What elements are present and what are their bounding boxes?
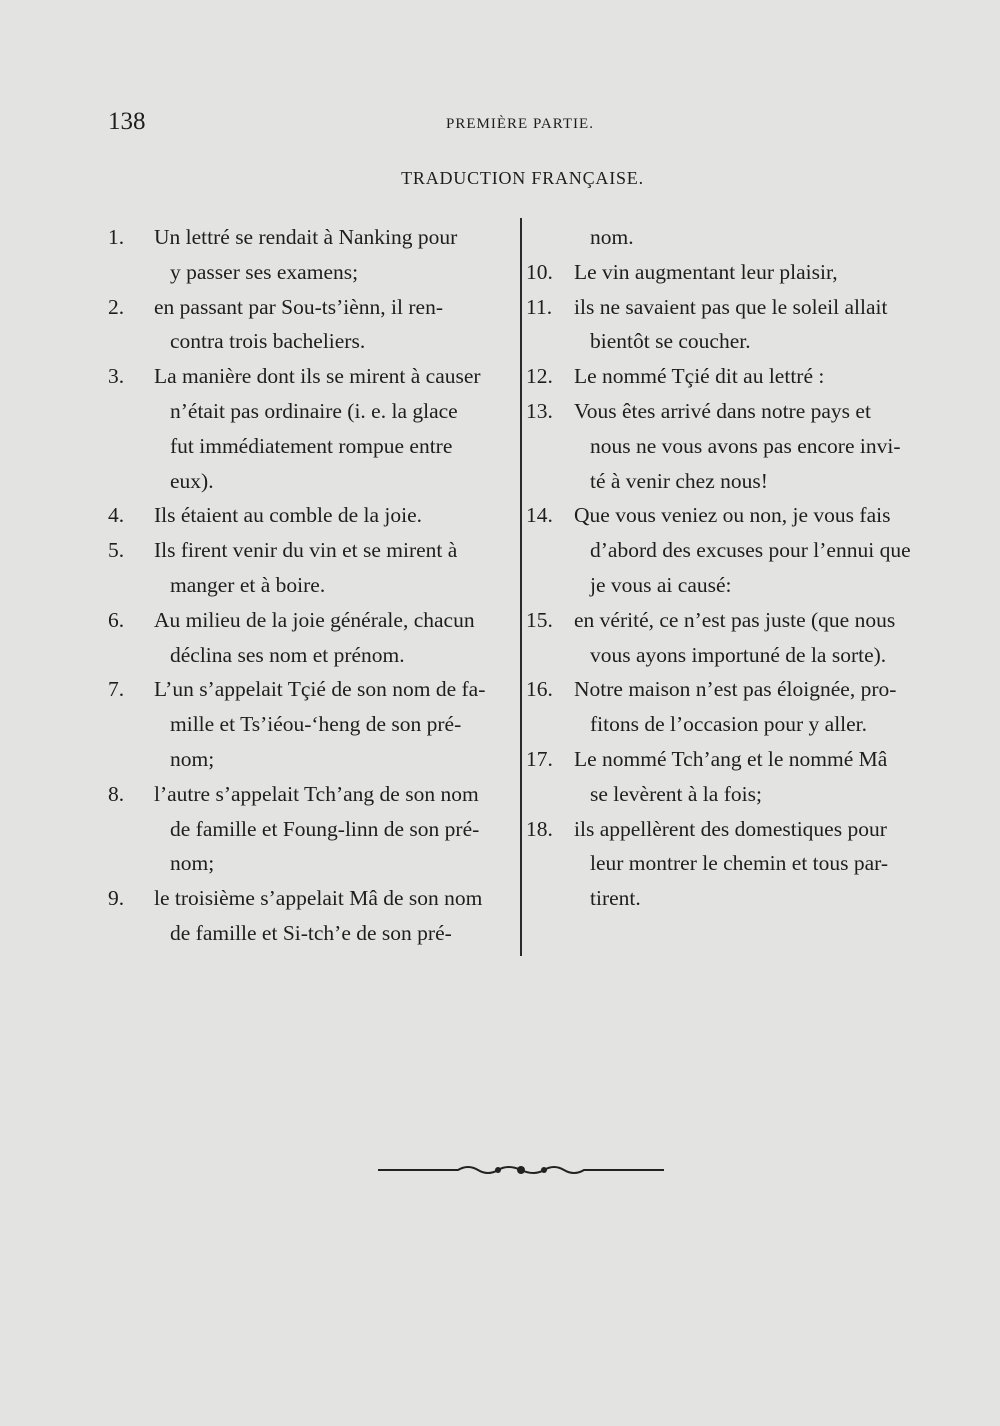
text-line: Le vin augmentant leur plaisir, — [574, 259, 838, 284]
text-line: Au milieu de la joie générale, chacun — [154, 607, 475, 632]
item-number: 2. — [108, 294, 125, 319]
text-line: ils appellèrent des domestiques pour — [574, 816, 887, 841]
text-line: n’était pas ordinaire (i. e. la glace — [170, 398, 458, 423]
item-number: 13. — [526, 398, 553, 423]
item-number: 4. — [108, 503, 125, 528]
text-line: déclina ses nom et prénom. — [170, 642, 405, 667]
text-line: Ils étaient au comble de la joie. — [154, 503, 423, 528]
text-line: tirent. — [590, 886, 641, 911]
item-text — [154, 533, 513, 603]
list-item — [108, 359, 513, 498]
item-text — [590, 220, 940, 255]
text-line: y passer ses examens; — [170, 259, 359, 284]
item-text — [574, 394, 940, 498]
item-text — [574, 255, 940, 290]
item-number: 3. — [108, 364, 125, 389]
text-line: Notre maison n’est pas éloignée, pro- — [574, 677, 897, 702]
item-text — [154, 498, 513, 533]
list-item — [526, 672, 940, 742]
text-line: en passant par Sou-ts’iènn, il ren- — [154, 294, 443, 319]
text-line: se levèrent à la fois; — [590, 781, 762, 806]
left-column — [108, 220, 513, 951]
text-line: nom; — [170, 746, 215, 771]
text-line: manger et à boire. — [170, 572, 326, 597]
list-item — [526, 359, 940, 394]
list-item — [526, 290, 940, 360]
item-number: 6. — [108, 607, 125, 632]
text-line: nom; — [170, 851, 215, 876]
text-line: d’abord des excuses pour l’ennui que — [590, 538, 911, 563]
item-text — [574, 498, 940, 602]
item-text — [154, 359, 513, 498]
text-line: leur montrer le chemin et tous par- — [590, 851, 889, 876]
text-line: té à venir chez nous! — [590, 468, 768, 493]
text-line: le troisième s’appelait Mâ de son nom — [154, 886, 483, 911]
item-text — [574, 359, 940, 394]
item-number: 17. — [526, 746, 553, 771]
list-item — [108, 672, 513, 776]
item-number: 8. — [108, 781, 125, 806]
list-item — [526, 603, 940, 673]
text-line: Un lettré se rendait à Nanking pour — [154, 225, 458, 249]
list-item — [108, 533, 513, 603]
item-text — [574, 603, 940, 673]
list-item — [108, 881, 513, 951]
text-line: fut immédiatement rompue entre — [170, 433, 453, 458]
item-text — [154, 881, 513, 951]
text-line: je vous ai causé: — [590, 572, 732, 597]
section-title: TRADUCTION FRANÇAISE. — [401, 168, 644, 188]
item-text — [574, 672, 940, 742]
list-item — [108, 290, 513, 360]
list-item — [108, 220, 513, 290]
text-line: ils ne savaient pas que le soleil allait — [574, 294, 888, 319]
item-text — [154, 603, 513, 673]
text-line: Ils firent venir du vin et se mirent à — [154, 538, 458, 563]
item-number: 7. — [108, 677, 125, 702]
item-number: 5. — [108, 538, 125, 563]
item-text — [154, 777, 513, 881]
item-number: 9. — [108, 886, 125, 911]
list-item — [108, 498, 513, 533]
text-line: de famille et Foung-linn de son pré- — [170, 816, 480, 841]
text-line: La manière dont ils se mirent à causer — [154, 364, 481, 389]
text-line: L’un s’appelait Tçié de son nom de fa- — [154, 677, 486, 702]
right-column — [526, 220, 940, 916]
text-line: l’autre s’appelait Tch’ang de son nom — [154, 781, 479, 806]
item-number: 11. — [526, 294, 553, 319]
list-item — [108, 603, 513, 673]
item-text — [574, 742, 940, 812]
list-item — [108, 777, 513, 881]
text-line: bientôt se coucher. — [590, 329, 751, 354]
list-item — [526, 394, 940, 498]
text-line: en vérité, ce n’est pas juste (que nous — [574, 607, 896, 632]
item-number: 10. — [526, 259, 553, 284]
item-text — [154, 290, 513, 360]
list-item — [526, 812, 940, 916]
list-item — [526, 220, 940, 255]
text-line: mille et Ts’iéou-‘heng de son pré- — [170, 712, 462, 737]
text-line: de famille et Si-tch’e de son pré- — [170, 920, 452, 945]
ornament-divider-icon — [378, 1160, 664, 1180]
item-text — [154, 220, 513, 290]
item-number: 15. — [526, 607, 553, 632]
list-item — [526, 742, 940, 812]
item-number: 14. — [526, 503, 553, 528]
text-line: fitons de l’occasion pour y aller. — [590, 712, 868, 737]
text-line: Que vous veniez ou non, je vous fais — [574, 503, 891, 528]
list-item — [526, 498, 940, 602]
text-line: nous ne vous avons pas encore invi- — [590, 433, 901, 458]
text-line: contra trois bacheliers. — [170, 329, 366, 354]
item-text — [154, 672, 513, 776]
text-line: Le nommé Tçié dit au lettré : — [574, 364, 825, 389]
page-number: 138 — [108, 108, 146, 135]
text-line: eux). — [170, 468, 214, 493]
list-item — [526, 255, 940, 290]
item-number: 12. — [526, 364, 553, 389]
running-head: PREMIÈRE PARTIE. — [446, 116, 594, 132]
item-text — [574, 812, 940, 916]
text-line: nom. — [590, 225, 634, 249]
text-line: Vous êtes arrivé dans notre pays et — [574, 398, 871, 423]
item-number: 1. — [108, 225, 125, 249]
item-number: 16. — [526, 677, 553, 702]
text-line: vous ayons importuné de la sorte). — [590, 642, 887, 667]
item-number: 18. — [526, 816, 553, 841]
text-line: Le nommé Tch’ang et le nommé Mâ — [574, 746, 888, 771]
item-text — [574, 290, 940, 360]
column-divider — [520, 218, 522, 956]
